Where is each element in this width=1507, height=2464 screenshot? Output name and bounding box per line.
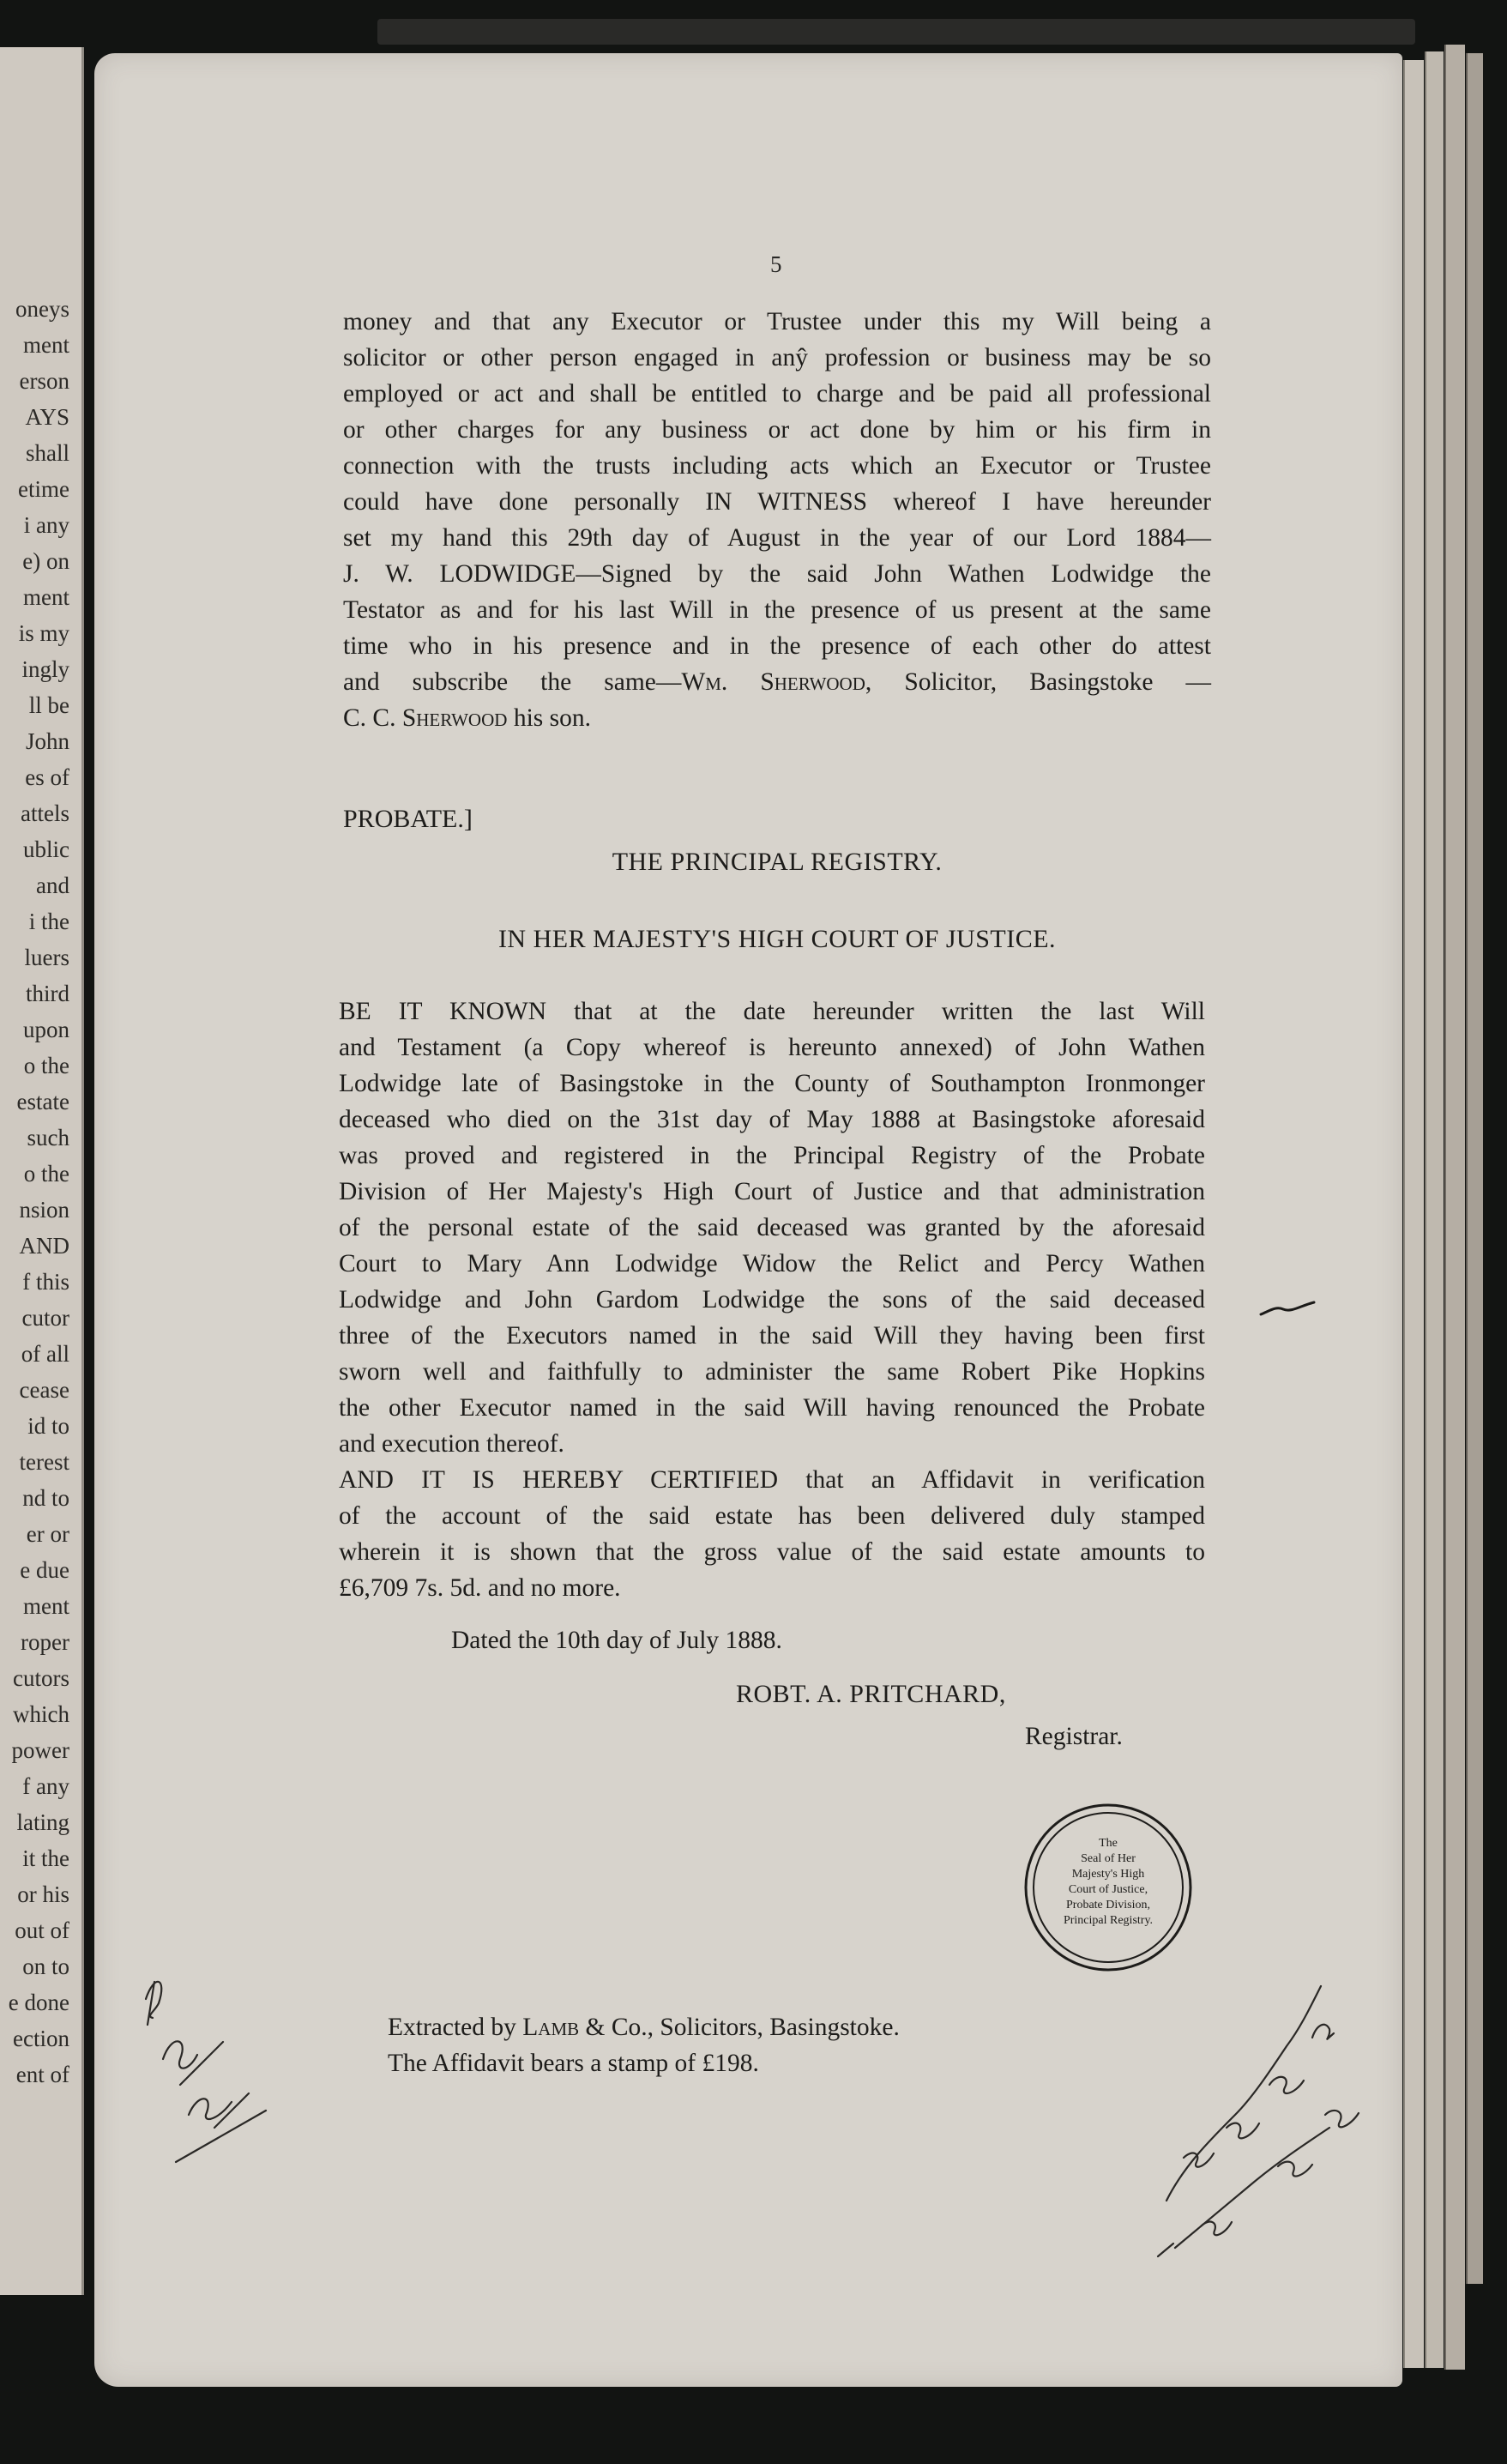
grant-line: of the personal estate of the said deceased was granted by the aforesaid xyxy=(339,1214,1205,1241)
left-page-fragment: er or xyxy=(26,1521,69,1547)
left-page-fragment: upon xyxy=(23,1017,69,1042)
left-page-fragment: terest xyxy=(19,1449,69,1475)
grant-line: of the account of the said estate has been delivered duly stamped xyxy=(339,1502,1205,1530)
dated-line: Dated the 10th day of July 1888. xyxy=(451,1627,782,1654)
left-page-fragment: such xyxy=(27,1125,69,1150)
left-page-fragment: or his xyxy=(17,1881,69,1907)
witness-name: Wm. Sherwood xyxy=(681,668,865,696)
left-page-fragment: ection xyxy=(13,2026,69,2051)
left-page-fragment: third xyxy=(26,981,69,1006)
left-page-fragment: f this xyxy=(22,1269,69,1295)
left-page-fragment: lating xyxy=(16,1809,69,1835)
left-page-fragment: o the xyxy=(23,1053,69,1078)
left-page-fragment: nsion xyxy=(19,1197,69,1223)
registry-title: THE PRINCIPAL REGISTRY. xyxy=(612,848,943,876)
left-page-fragment: i the xyxy=(28,909,69,934)
grant-line: Lodwidge and John Gardom Lodwidge the sons of the said deceased xyxy=(339,1286,1205,1314)
grant-line: wherein it is shown that the gross value of the said estate amounts to xyxy=(339,1538,1205,1566)
book-top-edge xyxy=(377,19,1415,45)
will-line: time who in his presence and in the presence of each other do attest xyxy=(343,632,1211,660)
left-page-fragment: ll be xyxy=(28,692,69,718)
seal-text: Probate Division, xyxy=(1066,1899,1150,1911)
left-page-fragment: ent of xyxy=(15,2062,69,2087)
grant-line: Court to Mary Ann Lodwidge Widow the Relict and Percy Wathen xyxy=(339,1250,1205,1277)
left-page-fragment: AYS xyxy=(25,404,69,430)
page-stack-edge xyxy=(1466,53,1483,2284)
left-page-fragment: which xyxy=(13,1701,69,1727)
left-page-fragment: on to xyxy=(22,1954,69,1979)
firm-name: Lamb xyxy=(522,2014,580,2041)
will-line: employed or act and shall be entitled to charge and be paid all professional xyxy=(343,380,1211,408)
left-page-fragment: etime xyxy=(18,476,69,502)
seal-text: Principal Registry. xyxy=(1063,1914,1154,1927)
will-line: Testator as and for his last Will in the presence of us present at the same xyxy=(343,596,1211,624)
will-line: could have done personally IN WITNESS whereof I have hereunder xyxy=(343,488,1211,516)
will-line: solicitor or other person engaged in anŷ profession or business may be so xyxy=(343,344,1211,371)
left-page-fragment: e done xyxy=(8,1990,69,2015)
left-page-fragment: roper xyxy=(21,1629,69,1655)
left-page-fragment: nd to xyxy=(22,1485,69,1511)
extracted-line: The Affidavit bears a stamp of £198. xyxy=(388,2050,759,2077)
left-page-fragment: ingly xyxy=(21,656,69,682)
page-stack-edge xyxy=(1425,51,1444,2368)
left-page-fragment: cutor xyxy=(21,1305,69,1331)
left-page-fragment: shall xyxy=(26,440,69,466)
left-page-fragment: John xyxy=(25,728,69,754)
grant-line: £6,709 7s. 5d. and no more. xyxy=(339,1574,621,1602)
will-line: connection with the trusts including acts which an Executor or Trustee xyxy=(343,452,1211,480)
seal-text: The xyxy=(1099,1837,1118,1850)
extracted-line: Extracted by Lamb & Co., Solicitors, Basingstoke. xyxy=(388,2014,900,2041)
left-page-fragment: attels xyxy=(21,800,69,826)
will-line: and subscribe the same—Wm. Sherwood, Solicitor, Basingstoke — xyxy=(343,668,1211,696)
left-page-fragment: luers xyxy=(24,945,69,970)
will-line: or other charges for any business or act done by him or his firm in xyxy=(343,416,1211,444)
witness-name: Sherwood xyxy=(401,704,508,732)
grant-line: deceased who died on the 31st day of May 1888 at Basingstoke aforesaid xyxy=(339,1106,1205,1133)
will-line: J. W. LODWIDGE—Signed by the said John Wathen Lodwidge the xyxy=(343,560,1211,588)
will-line: set my hand this 29th day of August in the year of our Lord 1884— xyxy=(343,524,1211,552)
will-text xyxy=(343,304,1211,736)
page-number: 5 xyxy=(770,251,782,277)
left-page-fragment: of all xyxy=(21,1341,69,1367)
left-page-fragment: ment xyxy=(23,1593,69,1619)
left-page-fragment: id to xyxy=(27,1413,69,1439)
seal-text: Majesty's High xyxy=(1071,1868,1145,1881)
grant-line: sworn well and faithfully to administer the same Robert Pike Hopkins xyxy=(339,1358,1205,1386)
grant-line: and execution thereof. xyxy=(339,1430,564,1458)
probate-header: PROBATE.] xyxy=(343,805,473,833)
left-page-fragment: oneys xyxy=(15,296,69,322)
left-page-fragment: is my xyxy=(18,620,69,646)
left-page-fragment: f any xyxy=(22,1773,69,1799)
court-title: IN HER MAJESTY'S HIGH COURT OF JUSTICE. xyxy=(497,925,1057,953)
left-page-fragment: e due xyxy=(20,1557,69,1583)
extracted-note xyxy=(388,2009,1160,2081)
left-page-fragment: and xyxy=(36,873,69,898)
grant-line: three of the Executors named in the said Will they having been first xyxy=(339,1322,1205,1350)
registrar-title: Registrar. xyxy=(1025,1723,1123,1750)
left-page-fragment: i any xyxy=(23,512,69,538)
will-line: C. C. Sherwood his son. xyxy=(343,704,591,732)
left-page-edge xyxy=(0,47,84,2295)
registrar-name: ROBT. A. PRITCHARD, xyxy=(736,1680,1006,1708)
left-page-fragment: cutors xyxy=(13,1665,69,1691)
left-page-fragment: ublic xyxy=(23,836,69,862)
left-page-fragment: o the xyxy=(23,1161,69,1187)
left-page-fragment: es of xyxy=(25,764,69,790)
grant-line: BE IT KNOWN that at the date hereunder written the last Will xyxy=(339,998,1205,1025)
seal-text: Seal of Her xyxy=(1081,1852,1136,1865)
left-page-fragment: cease xyxy=(19,1377,69,1403)
left-page-fragment: it the xyxy=(22,1845,69,1871)
grant-line: the other Executor named in the said Will having renounced the Probate xyxy=(339,1394,1205,1422)
left-page-fragment: out of xyxy=(15,1917,69,1943)
left-page-fragment: power xyxy=(11,1737,69,1763)
left-page-fragment: ment xyxy=(23,332,69,358)
grant-text xyxy=(339,993,1205,1606)
will-line: money and that any Executor or Trustee under this my Will being a xyxy=(343,308,1211,335)
grant-line: was proved and registered in the Principal Registry of the Probate xyxy=(339,1142,1205,1169)
grant-line: Division of Her Majesty's High Court of Justice and that administration xyxy=(339,1178,1205,1205)
grant-line: and Testament (a Copy whereof is hereunto annexed) of John Wathen xyxy=(339,1034,1205,1061)
handwritten-annotation xyxy=(1149,1943,1364,2269)
left-page-fragment: e) on xyxy=(22,548,69,574)
handwritten-tick-mark xyxy=(1257,1297,1317,1323)
grant-line: AND IT IS HEREBY CERTIFIED that an Affidavit in verification xyxy=(339,1466,1205,1494)
seal-text: Court of Justice, xyxy=(1068,1883,1148,1896)
left-page-fragment: AND xyxy=(19,1233,69,1259)
handwritten-initials xyxy=(129,1965,274,2171)
left-page-fragment: erson xyxy=(19,368,69,394)
left-page-fragment: ment xyxy=(23,584,69,610)
page-stack-edge xyxy=(1444,45,1465,2370)
left-page-fragment: estate xyxy=(16,1089,69,1114)
page-stack-edge xyxy=(1403,60,1424,2368)
grant-line: Lodwidge late of Basingstoke in the County of Southampton Ironmonger xyxy=(339,1070,1205,1097)
